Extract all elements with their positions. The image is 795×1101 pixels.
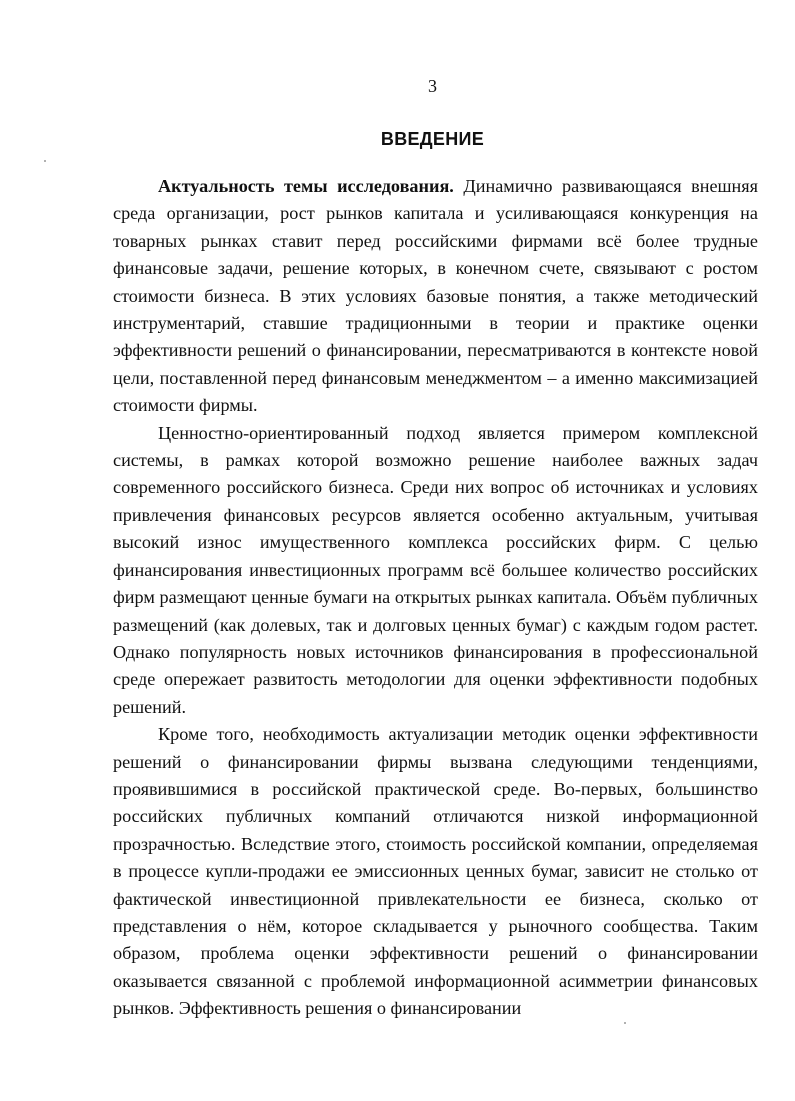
paragraph-text: Ценностно-ориентированный подход является примером комплексной системы, в рамках которой возможно решение наиболее важных задач современного российского бизнеса. Среди них вопрос об источниках и условиях привлечения финансовых ресурсов является особенно актуальным, учитывая высокий износ имущественного комплекса российских фирм. С целью финансирования инвестиционных программ всё большее количество российских фирм размещают ценные бумаги на открытых рынках капитала. Объём публичных размещений (как долевых, так и долговых ценных бумаг) с каждым годом растет. Однако популярность новых источников финансирования в профессиональной среде опережает развитость методологии для оценки эффективности подобных решений.: [113, 422, 758, 717]
paragraph-2: [113, 420, 758, 721]
scan-speck: [624, 1022, 626, 1024]
paragraph-text: Динамично развивающаяся внешняя среда организации, рост рынков капитала и усиливающаяся конкуренция на товарных рынках ставит перед российскими фирмами всё более трудные финансовые задачи, решение которых, в конечном счете, связывают с ростом стоимости бизнеса. В этих условиях базовые понятия, а также методический инструментарий, ставшие традиционными в теории и практике оценки эффективности решений о финансировании, пересматриваются в контексте новой цели, поставленной перед финансовым менеджментом – а именно максимизацией стоимости фирмы.: [113, 176, 758, 416]
paragraph-1: [113, 173, 758, 420]
scan-speck: [44, 160, 46, 162]
paragraph-3: [113, 721, 758, 1022]
paragraph-text: Кроме того, необходимость актуализации методик оценки эффективности решений о финансировании фирмы вызвана следующими тенденциями, проявившимися в российской практической среде. Во-первых, большинство российских публичных компаний отличаются низкой информационной прозрачностью. Вследствие этого, стоимость российской компании, определяемая в процессе купли-продажи ее эмиссионных ценных бумаг, зависит не столько от фактической инвестиционной привлекательности ее бизнеса, сколько от представления о нём, которое складывается у рыночного сообщества. Таким образом, проблема оценки эффективности решений о финансировании оказывается связанной с проблемой информационной асимметрии финансовых рынков. Эффективность решения о финансировании: [113, 724, 758, 1019]
section-title: ВВЕДЕНИЕ: [380, 129, 485, 149]
body-text: [113, 173, 758, 1023]
paragraph-lead: Актуальность темы исследования.: [158, 176, 454, 196]
page-number: 3: [428, 76, 437, 96]
